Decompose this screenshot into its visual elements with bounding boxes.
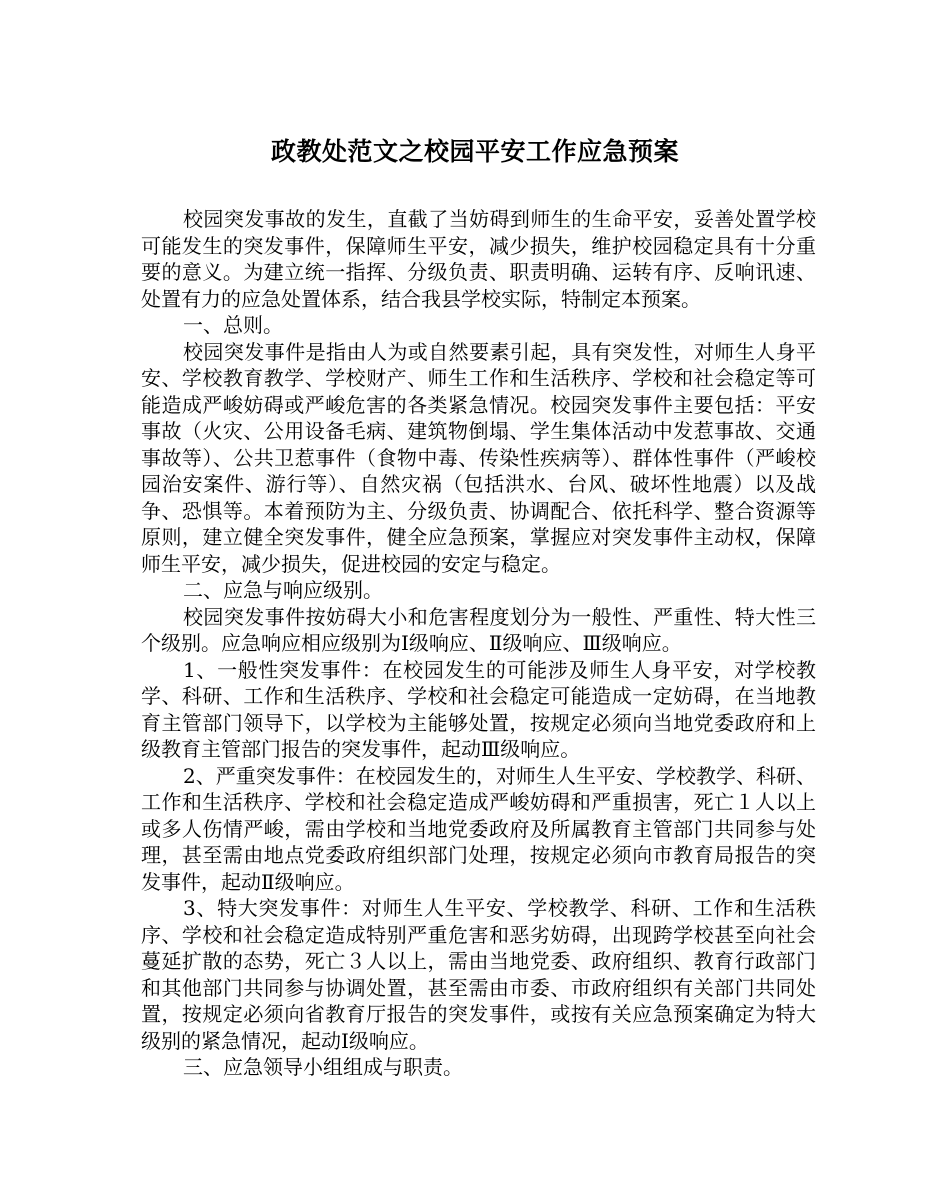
intro-paragraph: 校园突发事故的发生，直截了当妨碍到师生的生命平安，妥善处置学校可能发生的突发事件，保障师生平安，减少损失，维护校园稳定具有十分重要的意义。为建立统一指挥、分级负责、职责明确、运转有序、反响讯速、处置有力的应急处置体系，结合我县学校实际，特制定本预案。 <box>141 207 816 311</box>
level-1-paragraph: 3、特大突发事件：对师生人生平安、学校教学、科研、工作和生活秩序、学校和社会稳定造成特别严重危害和恶劣妨碍，出现跨学校甚至向社会蔓延扩散的态势，死亡３人以上，需由当地党委、政府组织、教育行政部门和其他部门共同参与协调处置，甚至需由市委、市政府组织有关部门共同处置，按规定必须向省教育厅报告的突发事件，或按有关应急预案确定为特大级别的紧急情况，起动Ⅰ级响应。 <box>141 896 816 1053</box>
section-heading-leadership: 三、应急领导小组组成与职责。 <box>183 1055 463 1079</box>
document-title: 政教处范文之校园平安工作应急预案 <box>270 137 679 166</box>
level-2-paragraph: 2、严重突发事件：在校园发生的，对师生人生平安、学校教学、科研、工作和生活秩序、学校和社会稳定造成严峻妨碍和严重损害，死亡１人以上或多人伤情严峻，需由学校和当地党委政府及所属教育主管部门共同参与处理，甚至需由地点党委政府组织部门处理，按规定必须向市教育局报告的突发事件，起动Ⅱ级响应。 <box>141 763 816 894</box>
document-body <box>141 206 816 1081</box>
section-heading-general: 一、总则。 <box>183 313 283 337</box>
levels-paragraph: 校园突发事件按妨碍大小和危害程度划分为一般性、严重性、特大性三个级别。应急响应相应级别为Ⅰ级响应、Ⅱ级响应、Ⅲ级响应。 <box>141 604 816 655</box>
section-heading-levels: 二、应急与响应级别。 <box>183 578 383 602</box>
general-paragraph: 校园突发事件是指由人为或自然要素引起，具有突发性，对师生人身平安、学校教育教学、学校财产、师生工作和生活秩序、学校和社会稳定等可能造成严峻妨碍或严峻危害的各类紧急情况。校园突发事件主要包括：平安事故（火灾、公用设备毛病、建筑物倒塌、学生集体活动中发惹事故、交通事故等）、公共卫惹事件（食物中毒、传染性疾病等）、群体性事件（严峻校园治安案件、游行等）、自然灾祸（包括洪水、台风、破坏性地震）以及战争、恐惧等。本着预防为主、分级负责、协调配合、依托科学、整合资源等原则，建立健全突发事件，健全应急预案，掌握应对突发事件主动权，保障师生平安，减少损失，促进校园的安定与稳定。 <box>141 339 816 576</box>
level-3-paragraph: 1、一般性突发事件：在校园发生的可能涉及师生人身平安，对学校教学、科研、工作和生活秩序、学校和社会稳定可能造成一定妨碍，在当地教育主管部门领导下，以学校为主能够处置，按规定必须向当地党委政府和上级教育主管部门报告的突发事件，起动Ⅲ级响应。 <box>141 657 816 761</box>
